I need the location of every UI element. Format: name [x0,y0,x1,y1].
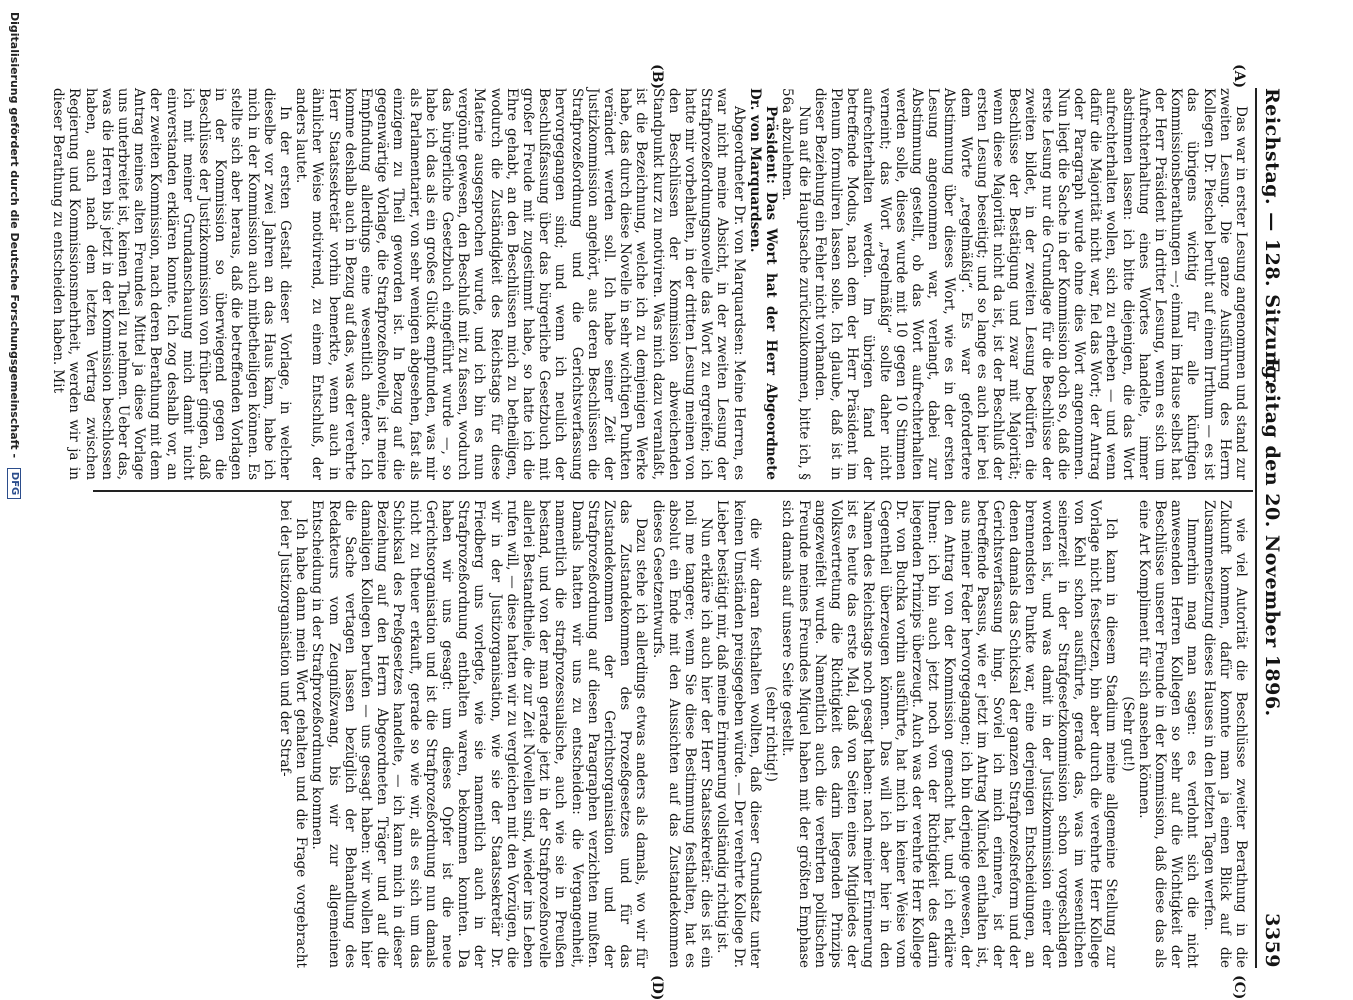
left-text-column [50,88,1249,480]
margin-marker-b: (B) [649,64,665,90]
header-date: Freitag den 20. November 1896. [1261,358,1283,717]
digitization-credit [7,12,21,499]
paragraph: Dazu stehe ich allerdings etwas anders als damals, wo wir für das Zustandekommen des Prozeßgesetzes und für das Zustandekommen der Gerichtsorganisation und der Strafprozeßordnung auf diesen Paragraphen verzichten mußten. Damals hatten wir uns zu entscheiden: die Vergangenheit, namentlich die strafprozessualische, auch wie sie in Preußen bestand, und von der man gerade jetzt in der Strafprozeßnovelle allerlei Bestandtheile, die zur Zeit Novellen sind, wieder ins Leben rufen will, — diese hatten wir zu vergleichen mit den Vorzügen, die wir in der Justizorganisation, wie sie der Staatssekretär Dr. Friedberg uns vorlegte, wie sie namentlich auch in der Strafprozeßordnung enthalten waren, bekommen konnten. Da haben wir uns gesagt: um dieses Opfer ist die neue Gerichtsorganisation und ist die Strafprozeßordnung nun damals nicht zu theuer erkauft, gerade so wie wir, als es sich um das Schicksal des Preßgesetzes handelte, — ich kann mich in dieser Beziehung auf den Herrn Abgeordneten Träger und auf die damaligen Kollegen berufen — uns gesagt haben: wir wollen hier die Sache vertagen lassen bezüglich der Behandlung des Redakteurs vom Zeugnißzwang, bis wir zur allgemeinen Entscheidung in der Strafprozeßordnung kommen. [309,500,650,968]
paragraph: Das war in erster Lesung angenommen und stand zur zweiten Lesung. Die ganze Ausführung des Herrn Kollegen Dr. Pieschel beruht auf einem Irrthum — es ist das übrigens wichtig für alle künftigen Kommissionsberathungen —; einmal im Hause selbst hat der Herr Präsident in dritter Lesung, wenn es sich um Aufrechterhaltung eines Wortes handelte, immer abstimmen lassen: ich bitte diejenigen, die das Wort aufrechterhalten wollen, sich zu erheben — und wenn dafür die Majorität nicht war, fiel das Wort; der Antrag oder Paragraph wurde ohne dies Wort angenommen. Nun liegt die Sache in der Kommission doch so, daß die erste Lesung nur die Grundlage für die Beschlüsse der zweiten bildet, in der zweiten Lesung bedürfen die Beschlüsse der Bestätigung und zwar mit Majorität; wenn diese Majorität nicht da ist, ist der Beschluß der ersten Lesung beseitigt; und so lange es auch hier bei dem Worte „regelmäßig“. Es war gefordertere Abstimmung über dieses Wort, wie es in der ersten Lesung angenommen war, verlangt, dabei zur Abstimmung gestellt, ob das Wort aufrechterhalten werden solle, dieses wurde mit 10 gegen 10 Stimmen verneint; das Wort „regelmäßig“ sollte daher nicht aufrechterhalten werden. Im übrigen fand der betreffende Modus, nach dem der Herr Präsident im Plenum formuliren lassen solle. Ich glaube, daß ist in dieser Beziehung ein Fehler nicht vorhanden. [811,88,1249,480]
paragraph: Nun erkläre ich auch hier der Herr Staatssekretär: dies ist ein noli me tangere; wenn Sie diese Bestimmung festhalten, hat es absolut ein Ende mit den Aussichten auf das Zustandekommen dieses Gesetzentwurfs. [649,500,715,968]
page-header [1255,88,1289,968]
interjection: (sehr richtig!) [763,686,780,782]
margin-marker-a: (A) [1231,64,1247,89]
dfg-logo: DFG [7,468,21,499]
paragraph: die wir daran festhalten wollten, daß dieser Grundsatz unter keinen Umständen preisgegeben würde. — Der verehrte Kollege Dr. Lieber bestätigt mir, daß meine Erinnerung vollständig richtig ist. [714,500,763,968]
paragraph: Ich habe dann mein Wort gehalten und die Frage vorgebracht bei der Justizorganisation und der Straf- [277,500,310,968]
paragraph: Ich kann in diesem Stadium meine allgemeine Stellung zur Vorlage nicht festsetzen, bin aber durch die verehrte Herr Kollege von Kehl schon ausführte, gerade das, was im wesentlichen seinerzeit in der Strafgesetzkommission schon vorgeschlagen worden ist, und was damit in der Justizkommission einer der brennendsten Punkte war, eine derjenigen Entscheidungen, an denen damals das Schicksal der ganzen Strafprozeßreform und der Gerichtsverfassung hing. Soviel ich mich erinnere, ist der betreffende Passus, wie er jetzt im Antrag Münckel enthalten ist, aus meiner Feder hervorgegangen; ich bin derjenige gewesen, der den Antrag von der Kommission gemacht hat, und ich erkläre Ihnen: ich bin auch jetzt noch von der Richtigkeit des darin liegenden Prinzips überzeugt. Auch was der verehrte Herr Kollege Dr. von Buchka vorhin ausführte, hat mich in keiner Weise vom Gegentheil überzeugen können. Das will ich aber hier in den Namen des Reichstags noch gesagt haben: nach meiner Erinnerung ist es heute das erste Mal, daß von Seiten eines Mitgliedes der Volksvertretung die Richtigkeit des darin liegenden Prinzips angezweifelt wurde. Namentlich auch die verehrten politischen Freunde meines Freundes Miquel haben mit der größten Emphase sich damals auf unsere Seite gestellt. [779,500,1120,968]
paragraph: Abgeordneter Dr. von Marquardsen: Meine Herren, es war nicht meine Absicht, in der zweiten Lesung der Strafprozeßordnungsnovelle das Wort zu ergreifen; ich hatte mir vorbehalten, in der dritten Lesung meinen von den Beschlüssen der Kommission abweichenden Standpunkt kurz zu motiviren. Was mich dazu veranlaßt, ist die Bezeichnung, welche ich zu demjenigen Werke habe, das durch diese Novelle in sehr wichtigen Punkten verändert werden soll. Ich habe seiner Zeit der Justizkommission angehört, aus deren Beschlüssen die Strafprozeßordnung und die Gerichtsverfassung hervorgegangen sind; und wenn ich neulich der Beschlußfassung über das bürgerliche Gesetzbuch mit großer Freude mit zugestimmt habe, so hatte ich die Ehre gehabt, an den Beschlüssen mich zu betheiligen, wodurch die Zuständigkeit des Reichstags für diese Materie ausgesprochen wurde, und ich bin es nun vergönnt gewesen, den Beschluß mit zu fassen, wodurch das bürgerliche Gesetzbuch eingeführt wurde —, so habe ich das als ein großes Glück empfunden, was mir als Parlamentarier, von sehr wenigen abgesehen, fast als einzigem zu Theil geworden ist. In Bezug auf die gegenwärtige Vorlage, die Strafprozeßnovelle, ist meine Empfindung allerdings eine wesentlich andere. Ich komme deshalb auch in Bezug auf das, was der verehrte Herr Staatssekretär vorhin bemerkte, wenn auch in ähnlicher Weise motivirend, zu einem Entschluß, der anders lautet. [293,88,747,480]
paragraph: Präsident: Das Wort hat der Herr Abgeordnete Dr. von Marquardsen. [746,88,780,480]
right-text-column [99,500,1249,968]
margin-marker-c: (C) [1231,975,1247,1000]
paragraph: Nun auf die Hauptsache zurückzukommen, bitte ich, § 56a abzulehnen. [779,88,812,480]
interjection: (Sehr gut!) [1119,696,1136,772]
paragraph: wie viel Autorität die Beschlüsse zweiter Berathung in die Zukunft kommen, dafür konnte man ja einen Blick auf die Zusammensetzung dieses Hauses in den letzten Tagen werfen. [1200,500,1249,968]
column-divider [93,490,1253,492]
paragraph: Immerhin mag man sagen: es verlohnt sich die nicht anwesenden Herren Kollegen so sehr auf die Wichtigkeit der Beschlüsse unserer Freunde in der Kommission, daß diese das als eine Art Kompliment für sich ansehen können. [1135,500,1201,968]
header-rule [1255,88,1257,968]
margin-marker-d: (D) [649,975,665,1000]
header-session: Reichstag. — 128. Sitzung. [1261,88,1283,387]
paragraph: In der ersten Gestalt dieser Vorlage, in welcher dieselbe vor zwei Jahren an das Haus kam, habe ich mich in der Kommission auch mitbetheiligen können. Es stellte sich aber heraus, daß die betreffenden Vorlagen in der Kommission so überwiegend gegen die Beschlüsse der Justizkommission von früher gingen, daß ich mit meiner Grundanschauung mich damit nicht einverstanden erklären konnte. Ich zog deshalb vor, an der zweiten Kommission, nach deren Berathung mit dem Antrag meines alten Freundes Mittel ja diese Vorlage uns unterbreitet ist, keinen Theil zu nehmen. Ueber das, was die Herren bis jetzt in der Kommission beschlossen haben, auch nach dem letzten Vertrag zwischen Regierung und Kommissionsmehrheit, werden wir ja in dieser Berathung zu entscheiden haben. Mit [50,88,294,480]
header-page-number: 3359 [1261,913,1283,968]
credit-text: Digitalisierung gefördert durch die Deutsche Forschungsgemeinschaft - [8,12,21,459]
